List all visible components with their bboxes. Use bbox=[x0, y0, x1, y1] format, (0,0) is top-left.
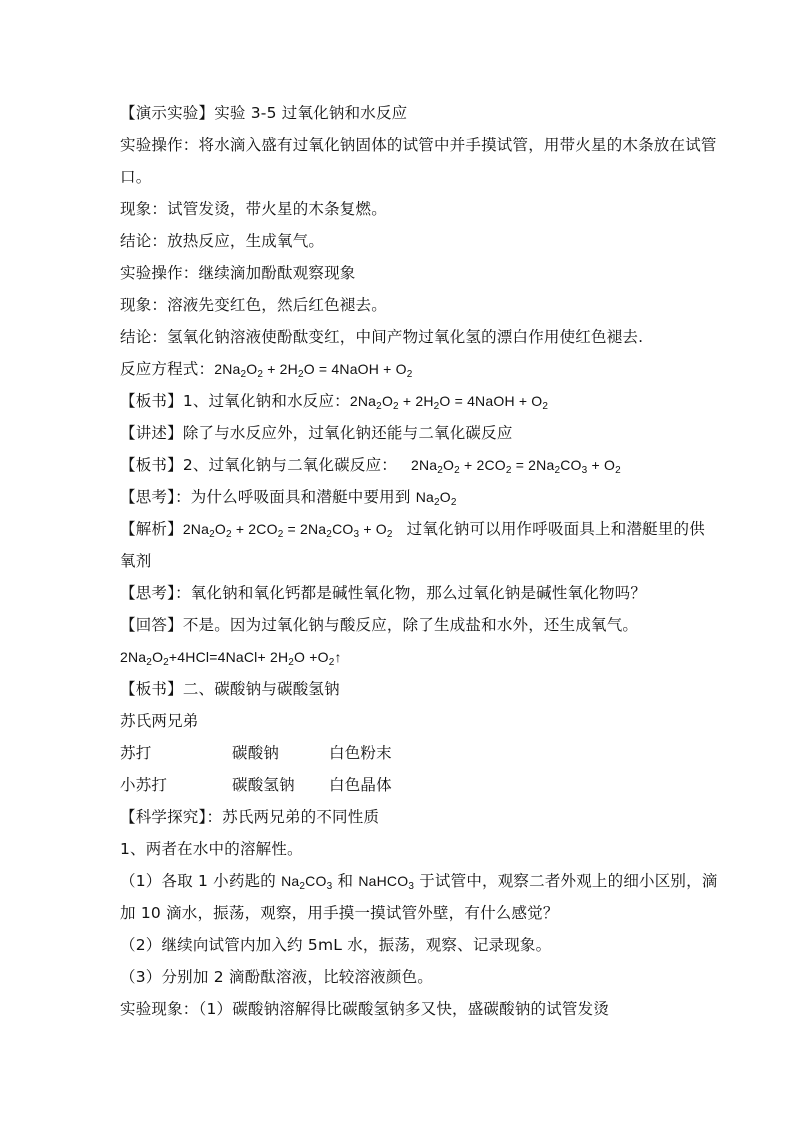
tag-answer: 【回答】 bbox=[120, 616, 183, 634]
row-chemical-name: 碳酸氢钠 bbox=[232, 776, 295, 794]
line-answer bbox=[120, 609, 720, 641]
table-row bbox=[120, 769, 720, 801]
line-conclusion-1: 结论：放热反应，生成氧气。 bbox=[120, 232, 325, 250]
formula-na2o2-hcl: $2Na_2O_2+4HCl=4NaCl+ 2H_2O$ $+O_2↑$ bbox=[120, 649, 342, 668]
step-1-part-c: 于试管中，观察二者外观上的细小区别，滴加 10 滴水，振荡，观察，用手摸一摸试管外壁，有什么感觉？ bbox=[120, 872, 718, 922]
line-step-1 bbox=[120, 865, 720, 929]
step-1-part-a: （1）各取 1 小药匙的 bbox=[120, 872, 282, 890]
explain-text: 除了与水反应外，过氧化钠还能与二氧化碳反应 bbox=[182, 424, 513, 442]
formula-na2o2: $Na_2O_2$ bbox=[415, 489, 457, 508]
row-chemical-name: 碳酸钠 bbox=[232, 744, 280, 762]
line-demo-experiment bbox=[120, 97, 720, 129]
tag-science-inquiry: 【科学探究】 bbox=[120, 808, 207, 826]
line-science-inquiry bbox=[120, 801, 720, 833]
tag-analysis: 【解析】 bbox=[120, 520, 183, 538]
tag-think: 【思考】 bbox=[120, 584, 176, 602]
line-su-brothers: 苏氏两兄弟 bbox=[120, 712, 199, 730]
tag-explain: 【讲述】 bbox=[120, 424, 183, 442]
reaction-equation-label: 反应方程式： bbox=[120, 360, 215, 378]
tag-think: 【思考】 bbox=[120, 488, 176, 506]
line-analysis bbox=[120, 513, 720, 577]
row-appearance: 白色晶体 bbox=[329, 776, 392, 794]
answer-text: 不是。因为过氧化钠与酸反应，除了生成盐和水外，还生成氧气。 bbox=[182, 616, 639, 634]
row-common-name: 小苏打 bbox=[120, 776, 168, 794]
line-result: 实验现象：（1）碳酸钠溶解得比碳酸氢钠多又快，盛碳酸钠的试管发烫 bbox=[120, 1000, 610, 1018]
tag-demo-experiment: 【演示实验】 bbox=[120, 104, 215, 122]
line-phenomenon-1: 现象：试管发烫，带火星的木条复燃。 bbox=[120, 200, 387, 218]
board-3-text: 二、碳酸钠与碳酸氢钠 bbox=[182, 680, 340, 698]
line-conclusion-2: 结论：氢氧化钠溶液使酚酞变红，中间产物过氧化氢的漂白作用使红色褪去. bbox=[120, 328, 644, 346]
line-explain bbox=[120, 417, 720, 449]
tag-board: 【板书】 bbox=[120, 680, 183, 698]
row-common-name: 苏打 bbox=[120, 744, 152, 762]
formula-na2o2-co2-analysis: $2Na_2O_2 + 2CO_2 = 2Na_2CO_3 + O_2$ bbox=[182, 521, 393, 540]
board-1-text: 1、过氧化钠和水反应： bbox=[182, 392, 350, 410]
line-board-3 bbox=[120, 673, 720, 705]
think-1-text: ：为什么呼吸面具和潜艇中要用到 bbox=[175, 488, 416, 506]
analysis-text: 过氧化钠可以用作呼吸面具上和潜艇里的供氧剂 bbox=[120, 520, 705, 570]
line-step-3: （3）分别加 2 滴酚酞溶液，比较溶液颜色。 bbox=[120, 968, 433, 986]
experiment-title: 实验 3-5 过氧化钠和水反应 bbox=[214, 104, 408, 122]
line-board-1 bbox=[120, 385, 720, 417]
document-body bbox=[120, 97, 720, 1025]
tag-board: 【板书】 bbox=[120, 392, 183, 410]
table-row bbox=[120, 737, 720, 769]
line-think-2 bbox=[120, 577, 720, 609]
line-solubility: 1、两者在水中的溶解性。 bbox=[120, 840, 303, 858]
board-2-text: 2、过氧化钠与二氧化碳反应： bbox=[182, 456, 397, 474]
line-step-2: （2）继续向试管内加入约 5mL 水，振荡，观察、记录现象。 bbox=[120, 936, 552, 954]
think-2-text: ：氧化钠和氧化钙都是碱性氧化物，那么过氧化钠是碱性氧化物吗？ bbox=[175, 584, 647, 602]
formula-na2co3: $Na_2CO_3$ bbox=[281, 873, 333, 892]
formula-na2o2-water: $2Na_2O_2 + 2H_2O$ = 4NaOH + $O_2$ bbox=[214, 361, 413, 380]
line-formula-hcl bbox=[120, 641, 720, 673]
line-board-2 bbox=[120, 449, 720, 481]
line-phenomenon-2: 现象：溶液先变红色，然后红色褪去。 bbox=[120, 296, 387, 314]
line-reaction-equation bbox=[120, 353, 720, 385]
row-appearance: 白色粉末 bbox=[329, 744, 392, 762]
line-think-1 bbox=[120, 481, 720, 513]
tag-board: 【板书】 bbox=[120, 456, 183, 474]
science-inquiry-text: ：苏氏两兄弟的不同性质 bbox=[206, 808, 380, 826]
formula-na2o2-water-board: $2Na_2O_2 + 2H_2O$ = 4NaOH + $O_2$ bbox=[349, 393, 549, 412]
line-procedure-2: 实验操作：继续滴加酚酞观察现象 bbox=[120, 264, 356, 282]
formula-nahco3: NaHCO$_3$ bbox=[358, 873, 415, 892]
line-procedure-1: 实验操作：将水滴入盛有过氧化钠固体的试管中并手摸试管，用带火星的木条放在试管口。 bbox=[120, 136, 717, 186]
formula-na2o2-co2: $2Na_2O_2 + 2CO_2 = 2Na_2CO_3 + O_2$ bbox=[410, 457, 621, 476]
step-1-part-b: 和 bbox=[332, 872, 359, 890]
